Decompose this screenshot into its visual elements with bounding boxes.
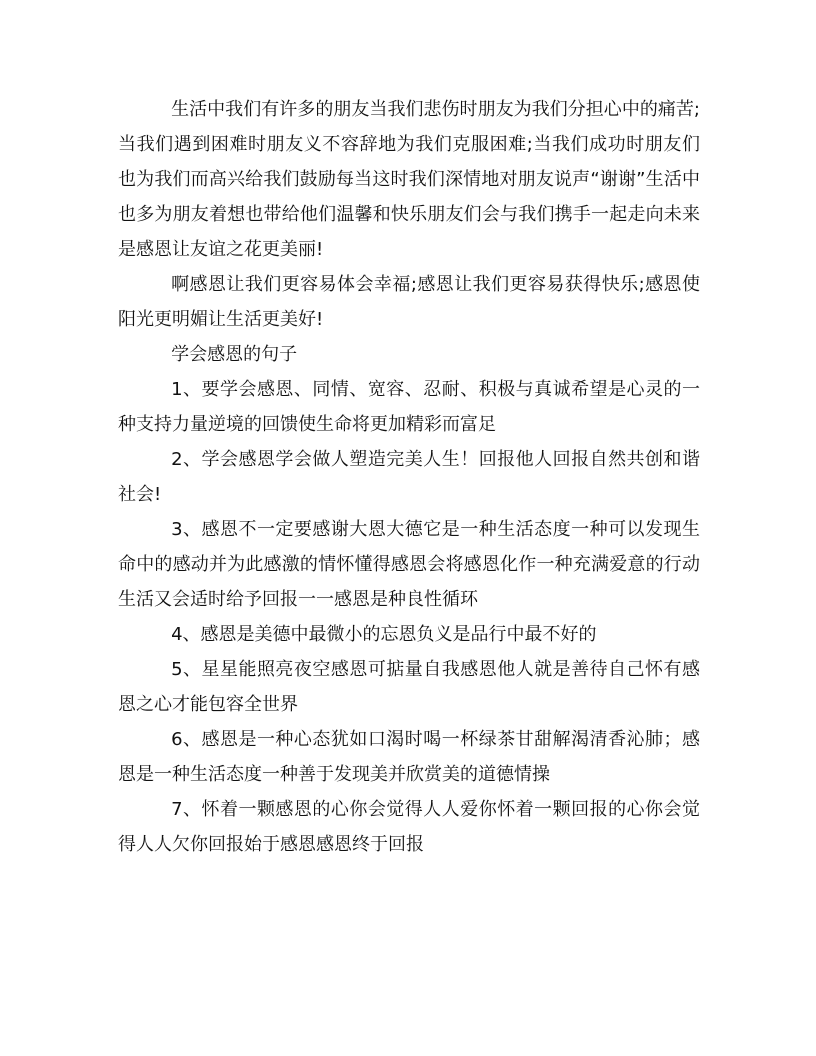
document-body: [118, 92, 700, 862]
list-item-5: 5、星星能照亮夜空感恩可掂量自我感恩他人就是善待自己怀有感恩之心才能包容全世界: [118, 659, 700, 715]
list-item-1: 1、要学会感恩、同情、宽容、忍耐、积极与真诚希望是心灵的一种支持力量逆境的回馈使生命将更加精彩而富足: [118, 379, 700, 435]
section-heading: 学会感恩的句子: [171, 344, 298, 365]
list-item-6: 6、感恩是一种心态犹如口渴时喝一杯绿茶甘甜解渴清香沁肺；感恩是一种生活态度一种善于发现美并欣赏美的道德情操: [118, 729, 700, 785]
list-item-2: 2、学会感恩学会做人塑造完美人生！回报他人回报自然共创和谐社会!: [118, 449, 700, 505]
list-item-7: 7、怀着一颗感恩的心你会觉得人人爱你怀着一颗回报的心你会觉得人人欠你回报始于感恩感恩终于回报: [118, 799, 700, 855]
list-item-4: 4、感恩是美德中最微小的忘恩负义是品行中最不好的: [171, 624, 597, 645]
paragraph-gratitude-happiness: 啊感恩让我们更容易体会幸福;感恩让我们更容易获得快乐;感恩使阳光更明媚让生活更美好!: [118, 274, 700, 330]
list-item-3: 3、感恩不一定要感谢大恩大德它是一种生活态度一种可以发现生命中的感动并为此感激的情怀懂得感恩会将感恩化作一种充满爱意的行动生活又会适时给予回报一一感恩是种良性循环: [118, 519, 700, 610]
paragraph-friendship: 生活中我们有许多的朋友当我们悲伤时朋友为我们分担心中的痛苦;当我们遇到困难时朋友义不容辞地为我们克服困难;当我们成功时朋友们也为我们而高兴给我们鼓励每当这时我们深情地对朋友说声“谢谢”生活中也多为朋友着想也带给他们温馨和快乐朋友们会与我们携手一起走向未来是感恩让友谊之花更美丽!: [118, 99, 700, 260]
